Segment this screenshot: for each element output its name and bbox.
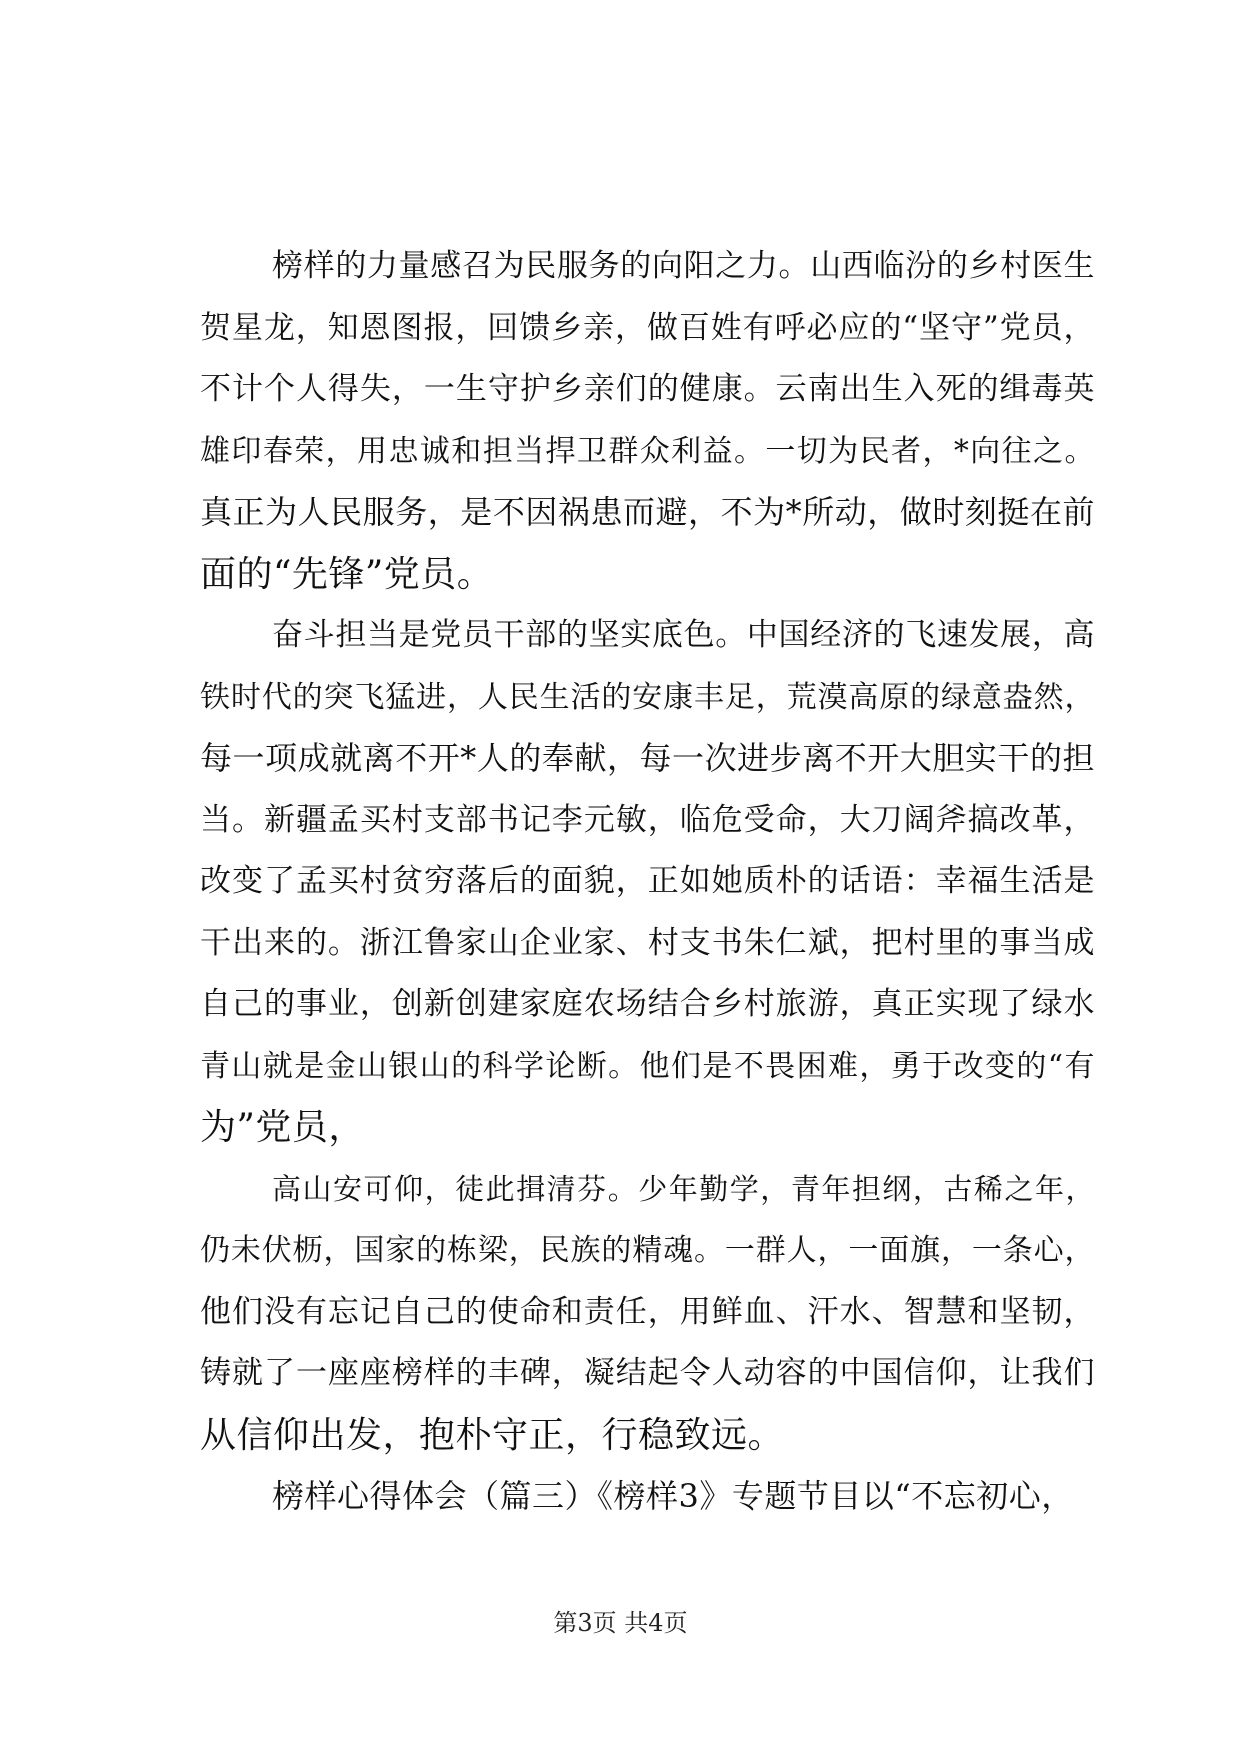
text-line: 不计个人得失，一生守护乡亲们的健康。云南出生入死的缉毒英 (200, 371, 1095, 407)
text-line: 铁时代的突飞猛进，人民生活的安康丰足，荒漠高原的绿意盎然， (200, 679, 1095, 715)
text-line: 自己的事业，创新创建家庭农场结合乡村旅游，真正实现了绿水 (200, 986, 1095, 1022)
text-line: 仍未伏枥，国家的栋梁，民族的精魂。一群人，一面旗，一条心， (200, 1233, 1095, 1268)
text-line: 雄印春荣，用忠诚和担当捍卫群众利益。一切为民者，*向往之。 (200, 433, 1095, 469)
text-line: 面的“先锋”党员。 (200, 553, 494, 595)
text-line: 榜样心得体会（篇三）《榜样3》专题节目以“不忘初心， (272, 1477, 1074, 1515)
text-line: 每一项成就离不开*人的奉献，每一次进步离不开大胆实干的担 (200, 739, 1095, 777)
text-line: 从信仰出发，抱朴守正，行稳致远。 (200, 1414, 785, 1456)
text-line: 贺星龙，知恩图报，回馈乡亲，做百姓有呼必应的“坚守”党员， (200, 309, 1095, 346)
text-line: 为”党员， (200, 1107, 365, 1148)
text-line: 青山就是金山银山的科学论断。他们是不畏困难，勇于改变的“有 (200, 1048, 1095, 1084)
text-line: 榜样的力量感召为民服务的向阳之力。山西临汾的乡村医生 (272, 248, 1095, 284)
text-line: 高山安可仰，徒此揖清芬。少年勤学，青年担纲，古稀之年， (272, 1171, 1095, 1206)
text-line: 改变了孟买村贫穷落后的面貌，正如她质朴的话语：幸福生活是 (200, 863, 1095, 899)
text-line: 干出来的。浙江鲁家山企业家、村支书朱仁斌，把村里的事当成 (200, 924, 1095, 961)
text-line: 他们没有忘记自己的使命和责任，用鲜血、汗水、智慧和坚韧， (200, 1293, 1095, 1330)
text-line: 铸就了一座座榜样的丰碑，凝结起令人动容的中国信仰，让我们 (200, 1355, 1095, 1391)
text-line: 当。新疆孟买村支部书记李元敏，临危受命，大刀阔斧搞改革， (200, 801, 1095, 838)
body-text (200, 236, 1095, 1528)
text-line: 奋斗担当是党员干部的坚实底色。中国经济的飞速发展，高 (272, 617, 1095, 653)
text-line: 真正为人民服务，是不因祸患而避，不为*所动，做时刻挺在前 (200, 493, 1095, 531)
page-footer: 第3页 共4页 (553, 1609, 688, 1637)
